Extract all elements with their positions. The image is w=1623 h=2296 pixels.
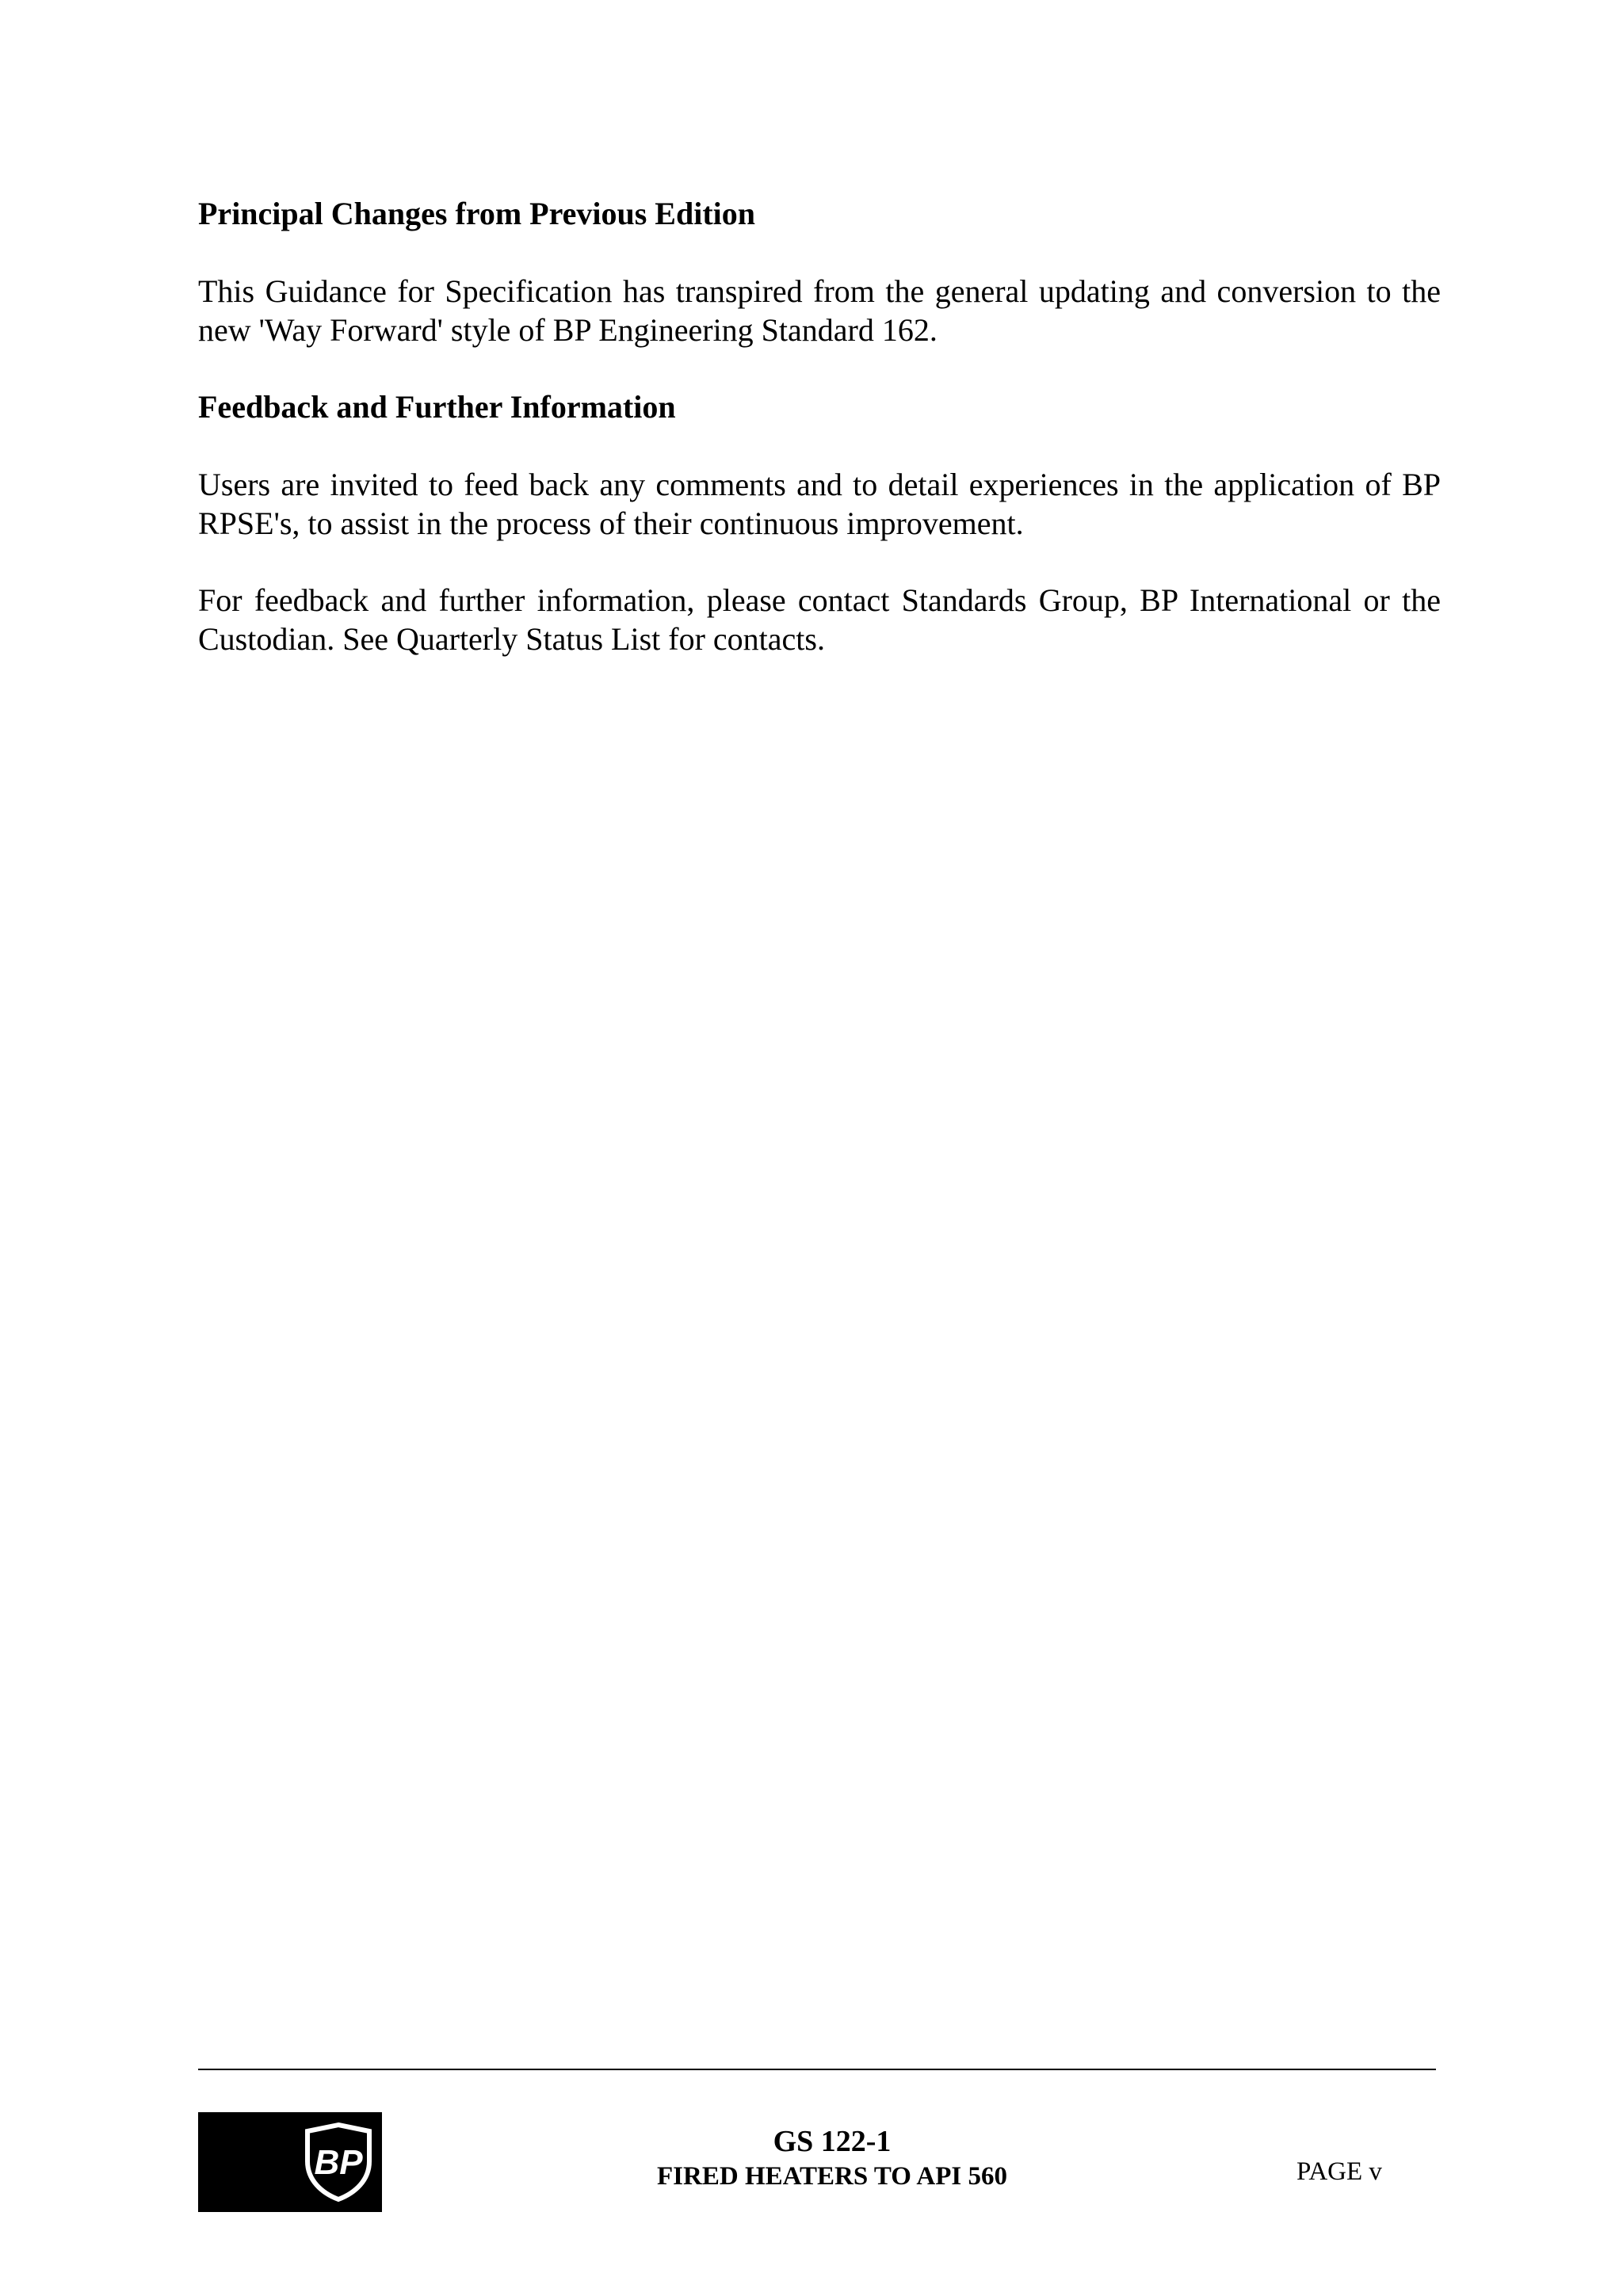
footer-document-id [555, 2123, 1109, 2193]
bp-logo-text: BP [314, 2143, 363, 2182]
bp-shield-icon [300, 2120, 377, 2203]
paragraph-feedback-invitation: Users are invited to feed back any comments and to detail experiences in the application of BP RPSE's, to assist in the process of their continuous improvement. [198, 467, 1441, 541]
section-heading-feedback: Feedback and Further Information [198, 389, 676, 425]
footer-divider [198, 2069, 1436, 2070]
document-body [198, 194, 1441, 696]
section-heading-principal-changes: Principal Changes from Previous Edition [198, 196, 756, 231]
bp-logo [198, 2112, 382, 2212]
document-code: GS 122-1 [773, 2125, 892, 2158]
paragraph-feedback-contact: For feedback and further information, please contact Standards Group, BP International or the Custodian. See Quarterly Status List for contacts. [198, 582, 1441, 657]
paragraph-principal-changes: This Guidance for Specification has transpired from the general updating and conversion to the new 'Way Forward' style of BP Engineering Standard 162. [198, 273, 1441, 348]
page-number: PAGE v [1296, 2157, 1382, 2186]
document-title: FIRED HEATERS TO API 560 [657, 2162, 1007, 2191]
